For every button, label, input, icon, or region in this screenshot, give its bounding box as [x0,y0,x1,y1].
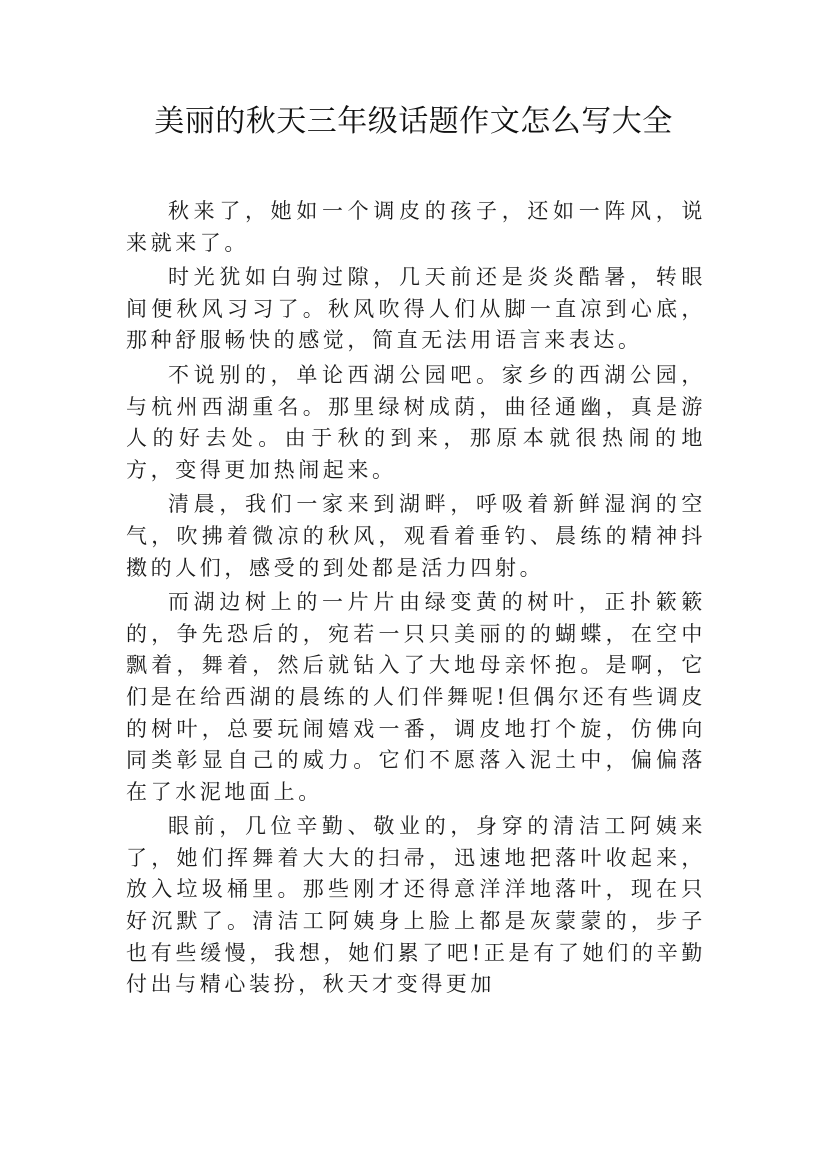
paragraph: 秋来了，她如一个调皮的孩子，还如一阵风，说来就来了。 [126,199,706,255]
paragraph: 清晨，我们一家来到湖畔，呼吸着新鲜湿润的空气，吹拂着微凉的秋风，观看着垂钓、晨练的精神抖擞的人们，感受的到处都是活力四射。 [126,492,706,580]
paragraph: 眼前，几位辛勤、敬业的，身穿的清洁工阿姨来了，她们挥舞着大大的扫帚，迅速地把落叶收起来，放入垃圾桶里。那些刚才还得意洋洋地落叶，现在只好沉默了。清洁工阿姨身上脸上都是灰蒙蒙的，步子也有些缓慢，我想，她们累了吧!正是有了她们的辛勤付出与精心装扮，秋天才变得更加 [126,814,706,997]
document-body [126,196,706,1004]
paragraph: 时光犹如白驹过隙，几天前还是炎炎酷暑，转眼间便秋风习习了。秋风吹得人们从脚一直凉到心底，那种舒服畅快的感觉，简直无法用语言来表达。 [126,265,706,353]
paragraph: 而湖边树上的一片片由绿变黄的树叶，正扑簌簌的，争先恐后的，宛若一只只美丽的的蝴蝶，在空中飘着，舞着，然后就钻入了大地母亲怀抱。是啊，它们是在给西湖的晨练的人们伴舞呢!但偶尔还有些调皮的树叶，总要玩闹嬉戏一番，调皮地打个旋，仿佛向同类彰显自己的威力。它们不愿落入泥土中，偏偏落在了水泥地面上。 [126,590,706,804]
document-title: 美丽的秋天三年级话题作文怎么写大全 [154,104,673,139]
paragraph: 不说别的，单论西湖公园吧。家乡的西湖公园，与杭州西湖重名。那里绿树成荫，曲径通幽，真是游人的好去处。由于秋的到来，那原本就很热闹的地方，变得更加热闹起来。 [126,362,706,482]
